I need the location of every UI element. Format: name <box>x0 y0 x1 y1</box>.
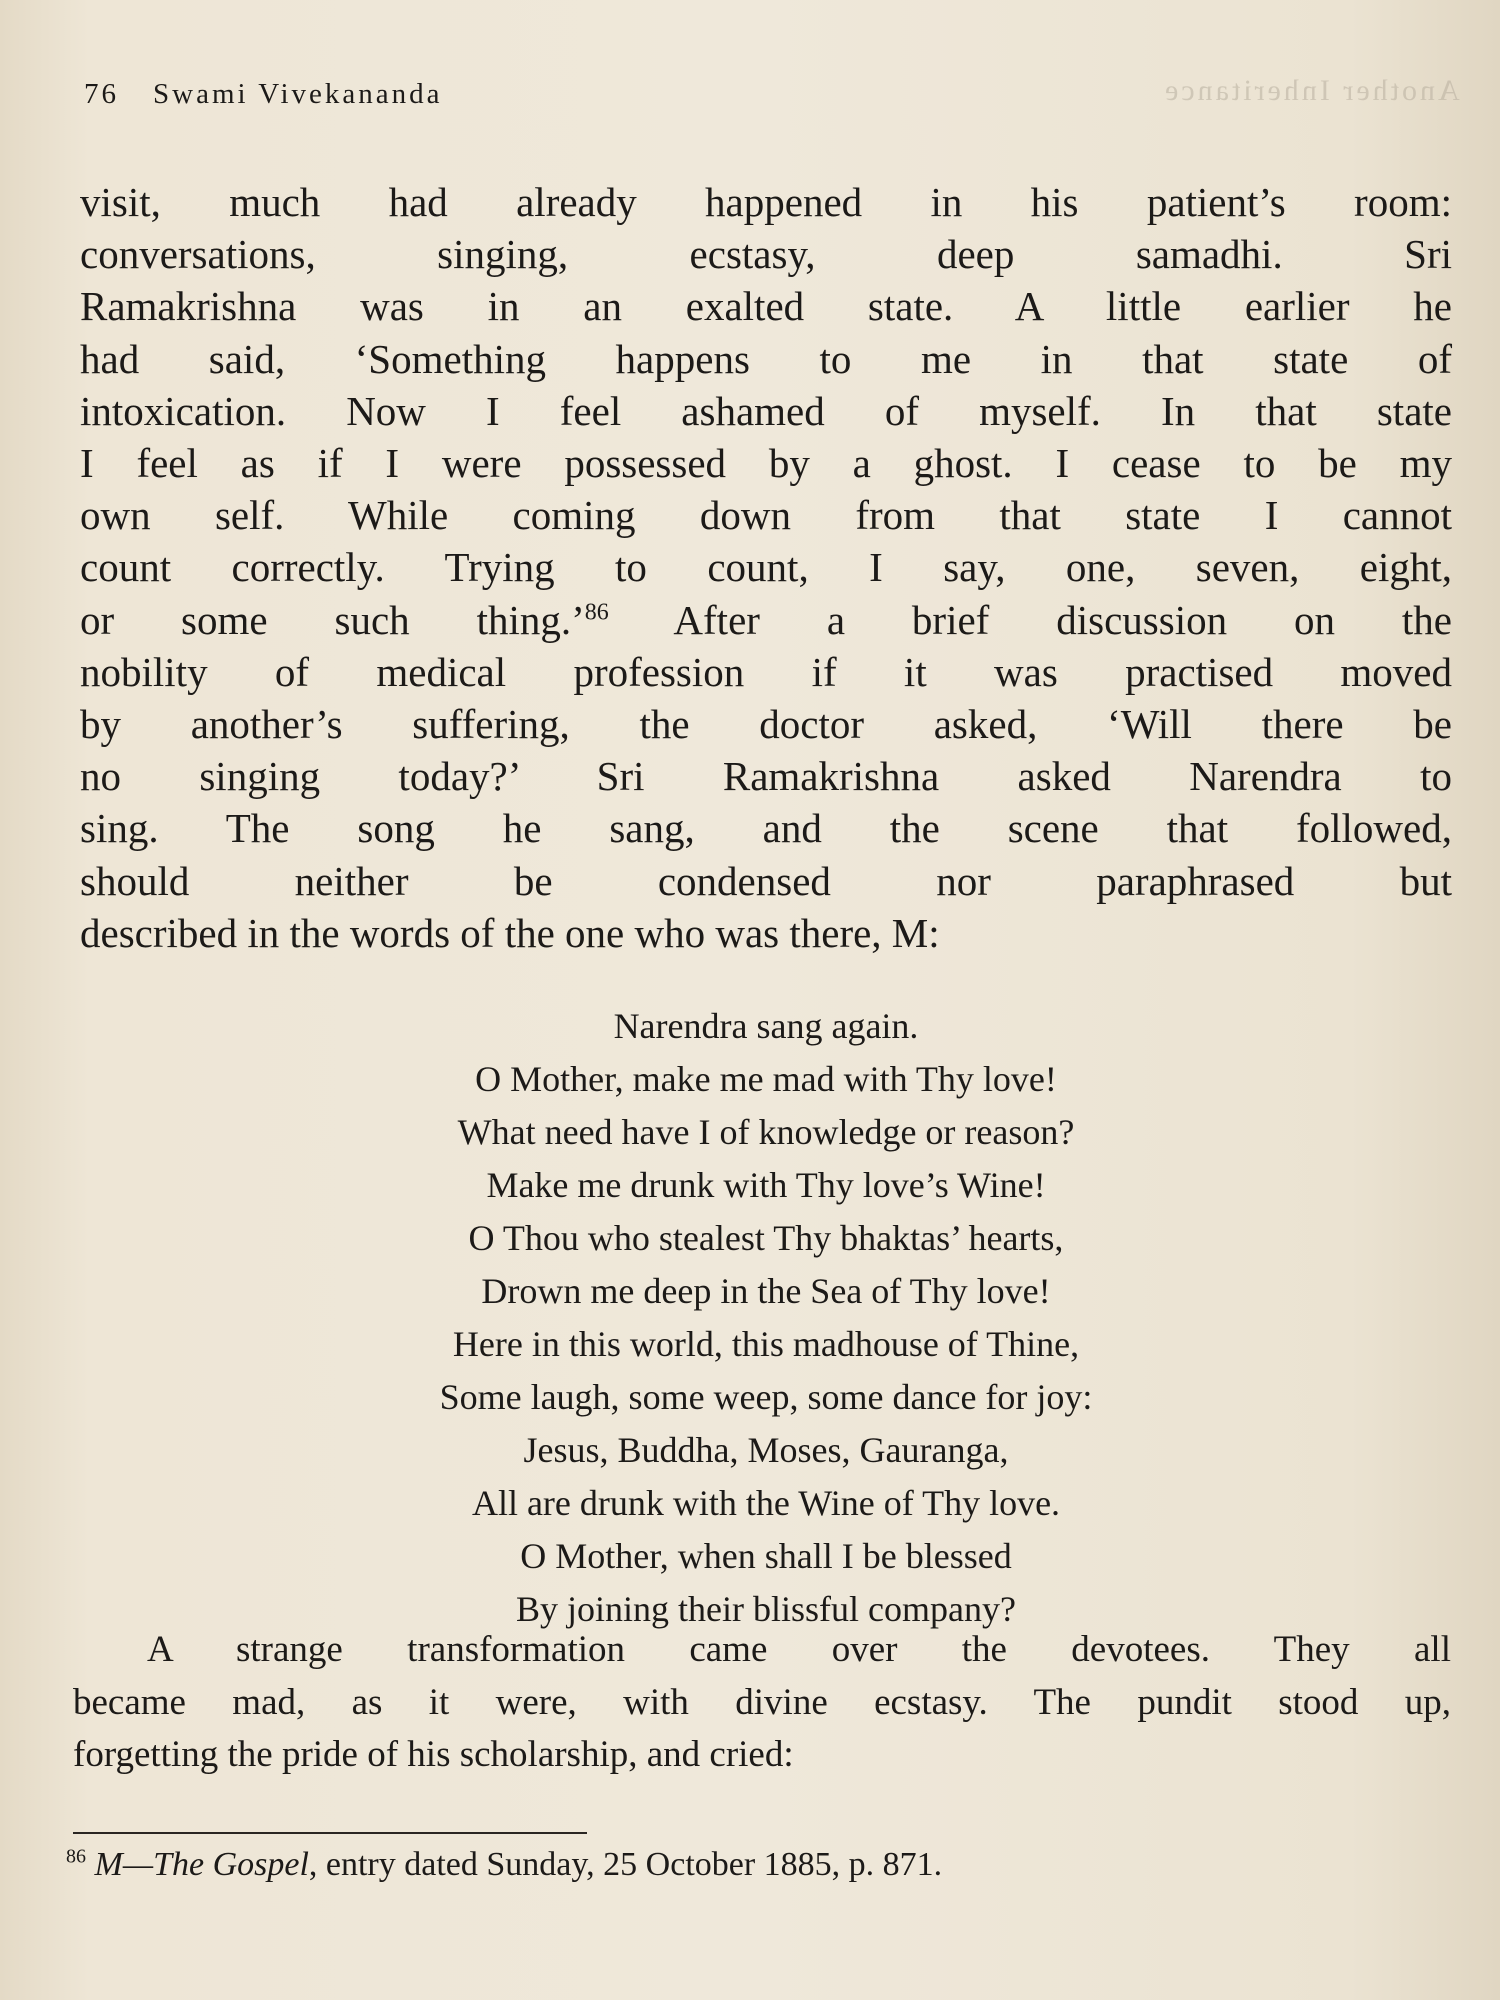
body-line-part: After a brief discussion on the <box>608 596 1452 643</box>
verse-line: Jesus, Buddha, Moses, Gauranga, <box>523 1430 1009 1470</box>
closing-paragraph <box>73 1624 1451 1782</box>
page-number: 76 <box>84 78 119 110</box>
footnote-title: The Gospel <box>153 1846 309 1883</box>
running-title: Swami Vivekananda <box>153 78 443 110</box>
verse-line: What need have I of knowledge or reason? <box>457 1112 1075 1152</box>
verse-line: Narendra sang again. <box>613 1006 919 1046</box>
body-line: I feel as if I were possessed by a ghost. I cease to be my <box>80 440 1452 487</box>
footnote-details: , entry dated Sunday, 25 October 1885, p. 871. <box>308 1846 943 1883</box>
body-line: sing. The song he sang, and the scene that followed, <box>80 805 1452 852</box>
verse-line: Some laugh, some weep, some dance for joy: <box>439 1377 1093 1417</box>
verse-line: Drown me deep in the Sea of Thy love! <box>481 1271 1051 1311</box>
body-line: A strange transformation came over the devotees. They all <box>147 1629 1451 1670</box>
body-line: count correctly. Trying to count, I say, one, seven, eight, <box>80 544 1452 591</box>
footnote-divider <box>73 1832 587 1834</box>
body-line: visit, much had already happened in his patient’s room: <box>80 179 1452 225</box>
footnote-author: M— <box>94 1846 154 1883</box>
verse-line: O Mother, when shall I be blessed <box>520 1536 1012 1576</box>
body-line: became mad, as it were, with divine ecstasy. The pundit stood up, <box>73 1681 1451 1723</box>
footnote-number: 86 <box>66 1845 86 1868</box>
verse-line: O Thou who stealest Thy bhaktas’ hearts, <box>468 1218 1064 1258</box>
body-line: no singing today?’ Sri Ramakrishna asked Narendra to <box>80 753 1452 800</box>
running-header <box>84 78 443 111</box>
body-paragraph <box>80 176 1452 959</box>
body-line: had said, ‘Something happens to me in that state of <box>80 335 1452 382</box>
footnote-reference: 86 <box>584 598 609 625</box>
body-line-with-note <box>80 594 1452 646</box>
verse-line: All are drunk with the Wine of Thy love. <box>471 1483 1061 1523</box>
body-line: should neither be condensed nor paraphrased but <box>80 857 1452 904</box>
body-line: intoxication. Now I feel ashamed of myself. In that state <box>80 387 1452 434</box>
body-line: described in the words of the one who was there, M: <box>80 909 940 956</box>
body-line: conversations, singing, ecstasy, deep samadhi. Sri <box>80 231 1452 278</box>
footnote <box>66 1842 942 1888</box>
body-line: own self. While coming down from that state I cannot <box>80 492 1452 539</box>
bleed-through-text: Another Inheritance <box>1162 74 1460 107</box>
body-line: by another’s suffering, the doctor asked, ‘Will there be <box>80 701 1452 748</box>
song-verse <box>80 1000 1452 1636</box>
body-line: forgetting the pride of his scholarship, and cried: <box>73 1734 794 1775</box>
body-line: Ramakrishna was in an exalted state. A little earlier he <box>80 283 1452 330</box>
body-line-part: or some such thing.’ <box>80 596 585 643</box>
verse-line: O Mother, make me mad with Thy love! <box>475 1059 1057 1099</box>
verse-line: By joining their blissful company? <box>516 1589 1016 1629</box>
verse-line: Here in this world, this madhouse of Thine, <box>452 1324 1080 1364</box>
verse-line: Make me drunk with Thy love’s Wine! <box>486 1165 1046 1205</box>
body-line: nobility of medical profession if it was practised moved <box>80 648 1452 695</box>
